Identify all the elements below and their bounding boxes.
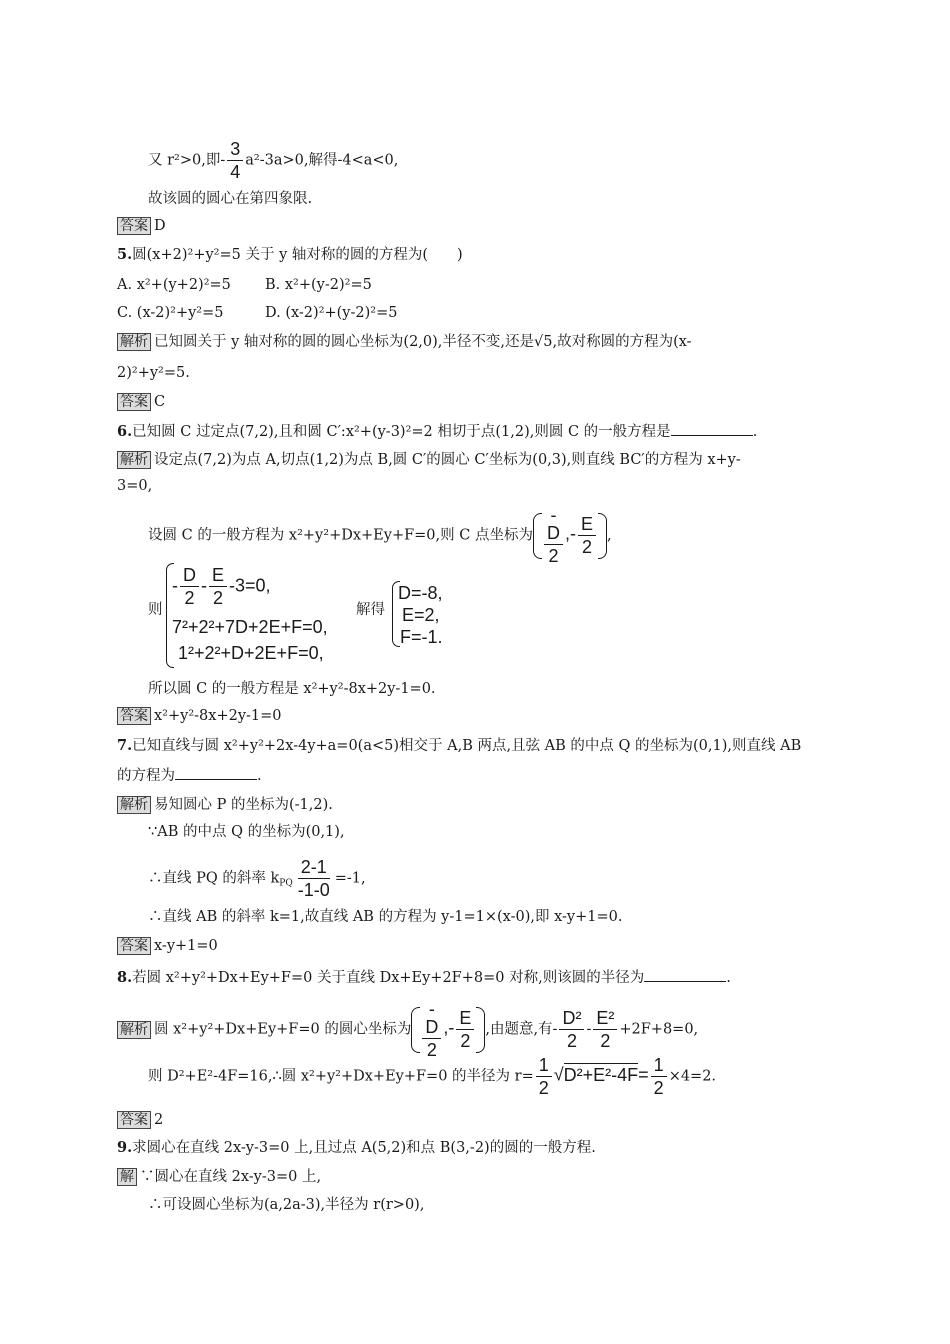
question-7-cont: 的方程为 . — [117, 768, 262, 784]
option-a: A. x²+(y+2)²=5 — [117, 277, 231, 293]
question-9: 9.求圆心在直线 2x-y-3=0 上,且过点 A(5,2)和点 B(3,-2)的圆的一般方程. — [117, 1139, 596, 1156]
analysis-5: 解析 已知圆关于 y 轴对称的圆的圆心坐标为(2,0),半径不变,还是√5,故对称圆的方程为(x- — [117, 333, 692, 351]
system-eq-1: - $\frac{D}{2}$ - $\frac{E}{2}$ -3=0, — [172, 565, 271, 608]
fraction-neg-d-2: - D 2 — [544, 506, 563, 565]
line-1: 又 r²>0,即- $\frac{3}{4}$ a²-3a>0,解得-4<a<0, — [148, 139, 399, 182]
solution-f: F=-1. — [400, 627, 443, 647]
answer-blank — [644, 969, 726, 982]
analysis-8-b: 则 D²+E²-4F=16,∴圆 x²+y²+Dx+Ey+F=0 的半径为 r= $\frac{1}{2}$ √D²+E²-4F= $\frac{1}{2}$ ×4=2. — [148, 1055, 717, 1098]
analysis-6-center: 设圆 C 的一般方程为 x²+y²+Dx+Ey+F=0,则 C 点坐标为- D 2 ,- $\frac{E}{2}$ , — [148, 505, 612, 566]
analysis-7-c: ∴直线 PQ 的斜率 $k_{PQ}$ $\frac{2-1}{-1-0}$ =-1, — [148, 857, 366, 900]
option-d: D. (x-2)²+(y-2)²=5 — [265, 305, 398, 321]
system-eq-3: 1²+2²+D+2E+F=0, — [178, 643, 324, 663]
solution-d: D=-8, — [398, 583, 443, 603]
line-2: 故该圆的圆心在第四象限. — [148, 191, 313, 207]
answer-6: 答案 x²+y²-8x+2y-1=0 — [117, 707, 282, 725]
fraction-slope: $\frac{2-1}{-1-0}$ — [297, 857, 330, 900]
solution-9: 解 ∵圆心在直线 2x-y-3=0 上, — [117, 1168, 321, 1186]
analysis-8: 解析 圆 x²+y²+Dx+Ey+F=0 的圆心坐标为- D 2 ,- $\frac{E}{2}$ ,由题意,有- $\frac{\text{D²}}{2}$ - $\frac{\text{E²}}{2}$ +2F+8=0, — [117, 1000, 698, 1059]
analysis-5-cont: 2)²+y²=5. — [117, 365, 190, 381]
system-eq-2: 7²+2²+7D+2E+F=0, — [172, 617, 328, 637]
analysis-7-d: ∴直线 AB 的斜率 k=1,故直线 AB 的方程为 y-1=1×(x-0),即 x-y+1=0. — [148, 909, 623, 925]
answer-label: 答案 — [117, 217, 151, 235]
question-7: 7.已知直线与圆 x²+y²+2x-4y+a=0(a<5)相交于 A,B 两点,且弦 AB 的中点 Q 的坐标为(0,1),则直线 AB — [117, 737, 802, 754]
analysis-label: 解析 — [117, 1021, 151, 1039]
answer-7: 答案 x-y+1=0 — [117, 937, 218, 955]
system-prefix: 则 — [148, 602, 163, 618]
solution-e: E=2, — [402, 605, 440, 625]
analysis-7: 解析 易知圆心 P 的坐标为(-1,2). — [117, 796, 333, 814]
analysis-6: 解析 设定点(7,2)为点 A,切点(1,2)为点 B,圆 C′的圆心 C′坐标为(0,3),则直线 BC′的方程为 x+y- — [117, 451, 741, 469]
answer-5: 答案 C — [117, 393, 165, 411]
question-5: 5.圆(x+2)²+y²=5 关于 y 轴对称的圆的方程为( ) — [117, 246, 463, 263]
solution-label: 解 — [117, 1168, 137, 1186]
analysis-label: 解析 — [117, 333, 151, 351]
sqrt-5: √5 — [534, 334, 553, 350]
answer-label: 答案 — [117, 707, 151, 725]
fraction-neg-e-2: $\frac{E}{2}$ — [578, 515, 596, 556]
solve-label: 解得 — [356, 602, 385, 618]
analysis-6-cont: 3=0, — [117, 478, 153, 494]
analysis-label: 解析 — [117, 796, 151, 814]
answer-8: 答案 2 — [117, 1111, 163, 1129]
question-8: 8.若圆 x²+y²+Dx+Ey+F=0 关于直线 Dx+Ey+2F+8=0 对称,则该圆的半径为 . — [117, 969, 731, 986]
analysis-label: 解析 — [117, 451, 151, 469]
answer-label: 答案 — [117, 1111, 151, 1129]
answer-blank — [175, 767, 257, 780]
analysis-6-conclusion: 所以圆 C 的一般方程是 x²+y²-8x+2y-1=0. — [148, 681, 436, 697]
fraction-3-4: $\frac{3}{4}$ — [227, 140, 243, 181]
option-c: C. (x-2)²+y²=5 — [117, 305, 224, 321]
answer-4: 答案 D — [117, 217, 166, 235]
analysis-7-b: ∵AB 的中点 Q 的坐标为(0,1), — [148, 824, 345, 840]
answer-blank — [671, 423, 753, 436]
answer-label: 答案 — [117, 937, 151, 955]
solution-9-b: ∴可设圆心坐标为(a,2a-3),半径为 r(r>0), — [148, 1197, 425, 1213]
option-b: B. x²+(y-2)²=5 — [265, 277, 372, 293]
question-6: 6.已知圆 C 过定点(7,2),且和圆 C′:x²+(y-3)²=2 相切于点(1,2),则圆 C 的一般方程是 . — [117, 423, 758, 440]
answer-label: 答案 — [117, 393, 151, 411]
